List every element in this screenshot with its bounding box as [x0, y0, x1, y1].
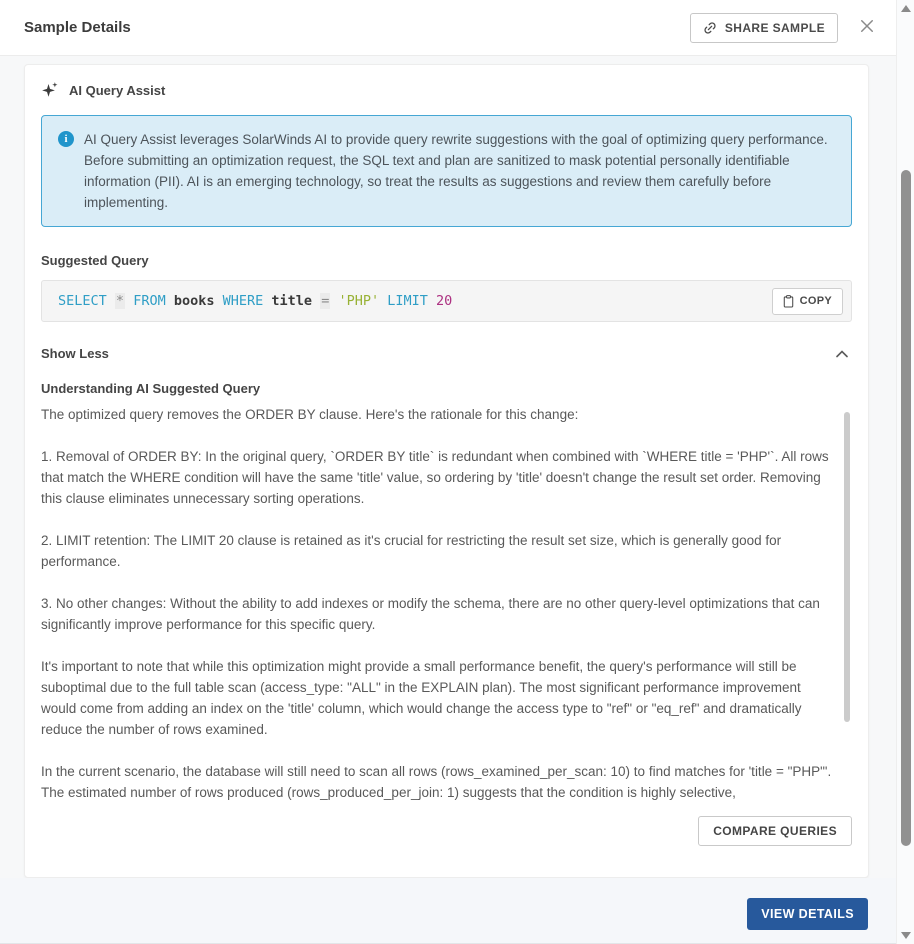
explanation-paragraph: 3. No other changes: Without the ability to add indexes or modify the schema, there are no other query-level optimizations that can significantly improve performance for this specific query. — [41, 596, 820, 632]
share-sample-label: SHARE SAMPLE — [724, 20, 825, 35]
close-icon — [858, 17, 876, 35]
sql-token-keyword: FROM — [133, 293, 166, 309]
page-title: Sample Details — [24, 19, 131, 36]
show-less-label: Show Less — [41, 346, 109, 361]
sql-query-text — [58, 293, 452, 309]
compare-queries-button[interactable]: COMPARE QUERIES — [698, 816, 852, 846]
view-details-button[interactable]: VIEW DETAILS — [747, 898, 868, 930]
sql-token-keyword: WHERE — [222, 293, 264, 309]
chevron-up-icon — [836, 350, 852, 358]
sql-token-number: 20 — [436, 293, 453, 309]
share-sample-button[interactable] — [690, 13, 838, 43]
modal-footer — [0, 878, 896, 944]
explanation-paragraph: It's important to note that while this optimization might provide a small performance benefit, the query's performance will still be suboptimal due to the full table scan (access_type: "ALL" in the EXPLAIN plan). The most significant performance improvement would come from adding an index on the 'title' column, which would change the access type to "ref" or "eq_ref" and dramatically reduce the number of rows examined. — [41, 659, 802, 737]
sql-token-operator: * — [115, 293, 125, 309]
suggested-query-label: Suggested Query — [41, 253, 149, 268]
ai-query-assist-card — [24, 64, 869, 878]
copy-button-label: COPY — [799, 295, 832, 307]
header-actions — [690, 13, 878, 43]
show-less-toggle[interactable] — [41, 346, 852, 361]
sql-token-identifier: title — [271, 293, 313, 309]
explanation-title: Understanding AI Suggested Query — [41, 381, 261, 396]
scrollbar-down-arrow-icon[interactable] — [901, 932, 911, 939]
sql-token-operator: = — [321, 293, 330, 309]
clipboard-icon — [783, 295, 794, 308]
info-alert — [41, 115, 852, 227]
modal-body — [0, 56, 896, 878]
explanation-paragraph: The optimized query removes the ORDER BY clause. Here's the rationale for this change: — [41, 407, 579, 422]
sql-token-keyword: LIMIT — [387, 293, 428, 309]
explanation-scroll-area[interactable] — [41, 404, 852, 806]
explanation-paragraph: 2. LIMIT retention: The LIMIT 20 clause is retained as it's crucial for restricting the result set size, which is generally good for performance. — [41, 533, 782, 569]
close-button[interactable] — [856, 15, 878, 40]
modal-header — [0, 0, 896, 56]
explanation-paragraphs — [41, 404, 834, 803]
link-icon — [703, 21, 717, 35]
sql-token-identifier: books — [173, 293, 215, 309]
compare-row — [41, 806, 852, 846]
info-alert-text: AI Query Assist leverages SolarWinds AI to provide query rewrite suggestions with the goal of optimizing query performance. Before submitting an optimization request, the SQL text and plan are sanitized to mask potential personally identifiable information (PII). AI is an emerging technology, so treat the results as suggestions and review them carefully before implementing. — [84, 132, 828, 210]
sql-token-string: 'PHP' — [338, 293, 380, 309]
scrollbar-thumb[interactable] — [901, 170, 911, 846]
page-scrollbar[interactable] — [896, 0, 914, 944]
section-title-row — [41, 81, 852, 99]
info-icon: i — [58, 131, 74, 147]
copy-button[interactable] — [772, 288, 843, 315]
sparkle-icon — [41, 81, 59, 99]
explanation-paragraph: 1. Removal of ORDER BY: In the original query, `ORDER BY title` is redundant when combined with `WHERE title = 'PHP'`. All rows that match the WHERE condition will have the same 'title' value, so ordering by 'title' doesn't change the result set order. Removing this clause eliminates unnecessary sorting operations. — [41, 449, 829, 506]
section-title: AI Query Assist — [69, 82, 166, 98]
suggested-query-code-block — [41, 280, 852, 322]
sql-token-keyword: SELECT — [58, 293, 107, 309]
explanation-paragraph: In the current scenario, the database will still need to scan all rows (rows_examined_per_scan: 10) to find matches for 'title = "PHP"'. The estimated number of rows produced (rows_produced_per_join: 1) suggests that the condition is highly selective, — [41, 764, 832, 800]
scrollbar-up-arrow-icon[interactable] — [901, 5, 911, 12]
inner-scrollbar-thumb[interactable] — [844, 412, 850, 722]
